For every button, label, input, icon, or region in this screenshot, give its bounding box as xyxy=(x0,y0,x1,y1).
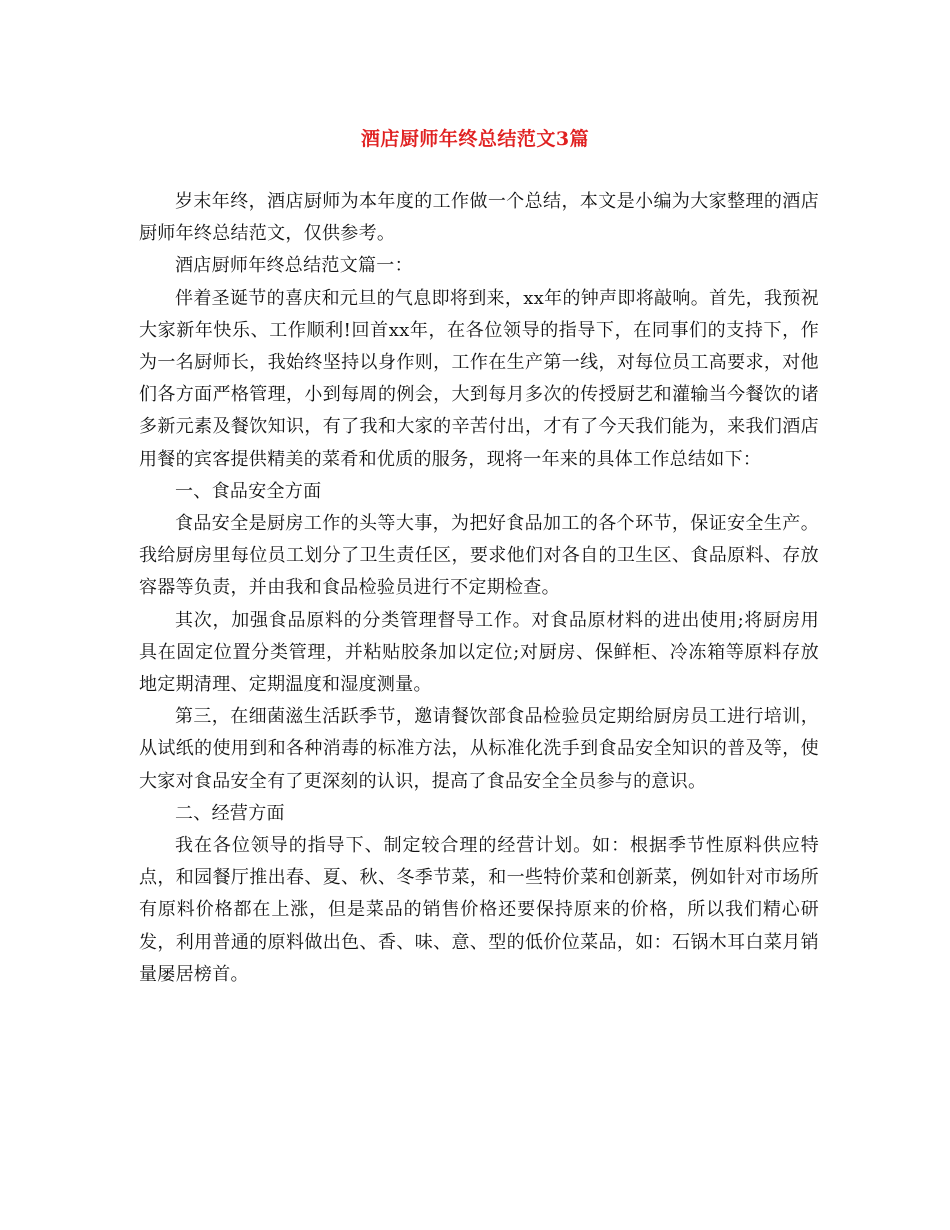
document-title: 酒店厨师年终总结范文3篇 xyxy=(360,128,590,150)
paragraph-food-safety-2: 其次，加强食品原料的分类管理督导工作。对食品原材料的进出使用;将厨房用具在固定位置分类管理，并粘贴胶条加以定位;对厨房、保鲜柜、冷冻箱等原料存放地定期清理、定期温度和湿度测量。 xyxy=(139,609,819,696)
paragraph-food-safety-1: 食品安全是厨房工作的头等大事，为把好食品加工的各个环节，保证安全生产。我给厨房里每位员工划分了卫生责任区，要求他们对各自的卫生区、食品原料、存放容器等负责，并由我和食品检验员进行不定期检查。 xyxy=(139,513,819,599)
paragraph-heading-operations: 二、经营方面 xyxy=(175,802,285,824)
document-body xyxy=(139,186,819,991)
paragraph-intro: 岁末年终，酒店厨师为本年度的工作做一个总结，本文是小编为大家整理的酒店厨师年终总结范文，仅供参考。 xyxy=(139,191,819,245)
paragraph-section-heading: 酒店厨师年终总结范文篇一： xyxy=(175,255,413,277)
paragraph-heading-food-safety: 一、食品安全方面 xyxy=(175,480,322,502)
paragraph-operations-1: 我在各位领导的指导下、制定较合理的经营计划。如：根据季节性原料供应特点，和园餐厅推出春、夏、秋、冬季节菜，和一些特价菜和创新菜，例如针对市场所有原料价格都在上涨，但是菜品的销售价格还要保持原来的价格，所以我们精心研发，利用普通的原料做出色、香、味、意、型的低价位菜品，如：石锅木耳白菜月销量屡居榜首。 xyxy=(139,835,819,985)
paragraph-opening: 伴着圣诞节的喜庆和元旦的气息即将到来，xx年的钟声即将敲响。首先，我预祝大家新年快乐、工作顺利!回首xx年，在各位领导的指导下，在同事们的支持下，作为一名厨师长，我始终坚持以身作则，工作在生产第一线，对每位员工高要求，对他们各方面严格管理，小到每周的例会，大到每月多次的传授厨艺和灌输当今餐饮的诸多新元素及餐饮知识，有了我和大家的辛苦付出，才有了今天我们能为，来我们酒店用餐的宾客提供精美的菜肴和优质的服务，现将一年来的具体工作总结如下： xyxy=(139,287,819,470)
paragraph-food-safety-3: 第三，在细菌滋生活跃季节，邀请餐饮部食品检验员定期给厨房员工进行培训，从试纸的使用到和各种消毒的标准方法，从标准化洗手到食品安全知识的普及等，使大家对食品安全有了更深刻的认识，提高了食品安全全员参与的意识。 xyxy=(139,706,819,792)
